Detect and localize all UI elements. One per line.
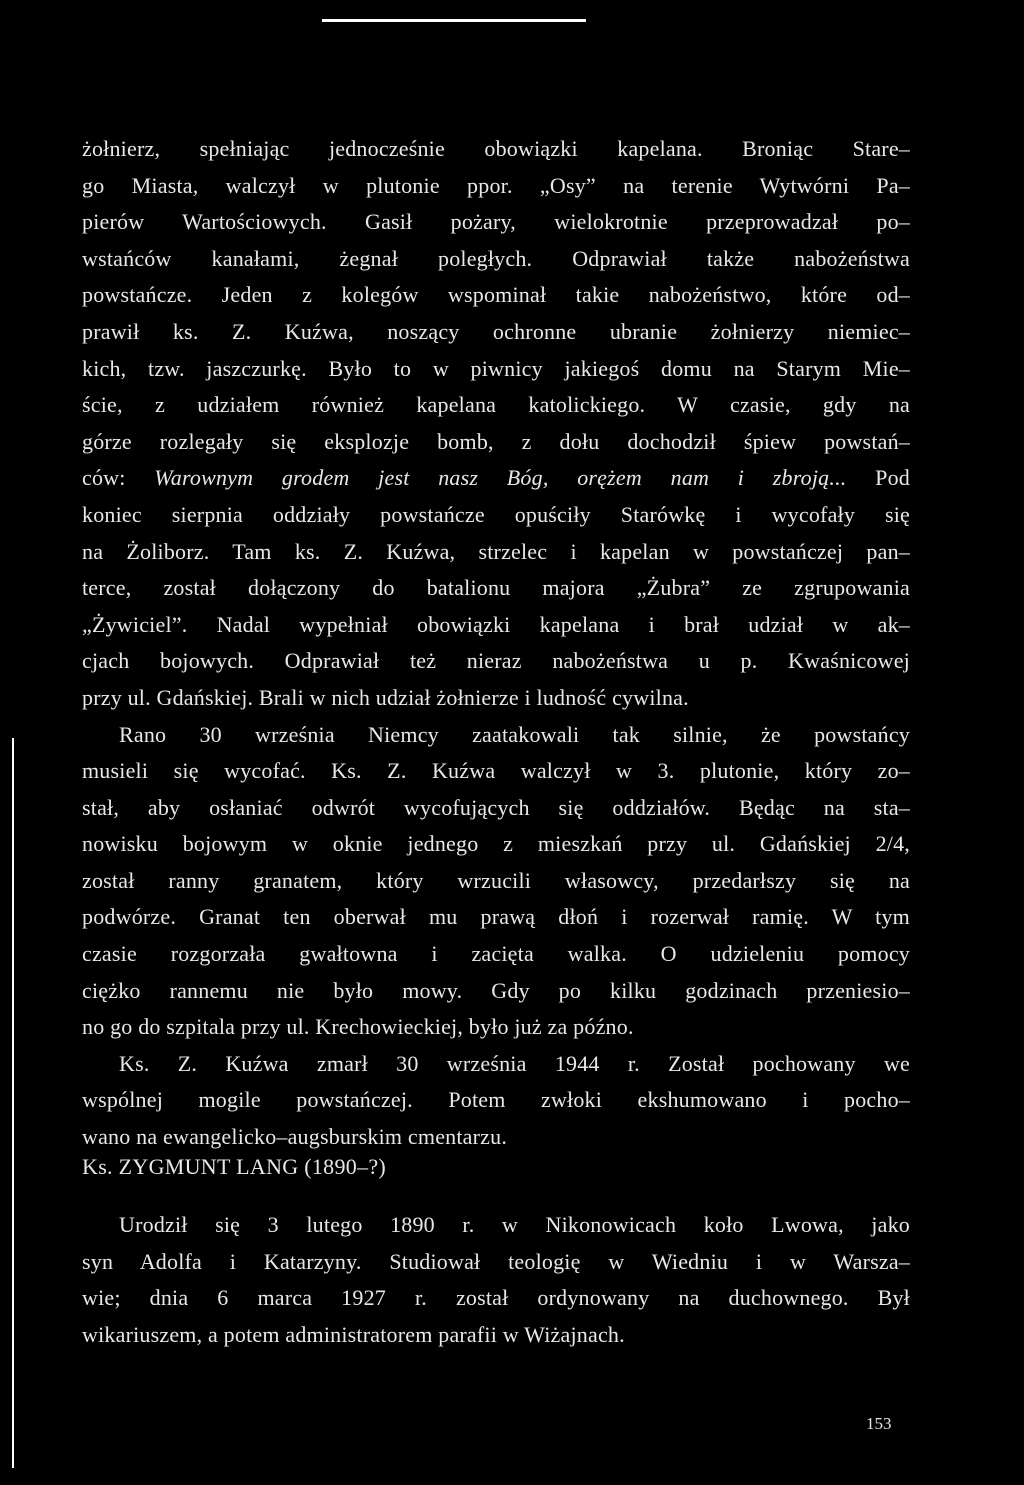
body-text-2	[82, 1207, 910, 1353]
text-line: nowisku bojowym w oknie jednego z mieszkań przy ul. Gdańskiej 2/4,	[82, 831, 910, 857]
text-line: go Miasta, walczył w plutonie ppor. „Osy” na terenie Wytwórni Pa–	[82, 172, 910, 198]
text-line: powstańcze. Jeden z kolegów wspominał takie nabożeństwo, które od–	[82, 282, 910, 308]
text-line: podwórze. Granat ten oberwał mu prawą dłoń i rozerwał ramię. W tym	[82, 904, 910, 930]
text-line: został ranny granatem, który wrzucili własowcy, przedarłszy się na	[82, 867, 910, 893]
page-number: 153	[866, 1414, 892, 1433]
text-line: Rano 30 września Niemcy zaatakowali tak silnie, że powstańcy	[119, 721, 910, 747]
body-text	[82, 131, 910, 1156]
line-prefix: ców:	[82, 465, 155, 491]
text-line-with-quote	[82, 460, 910, 497]
text-line: Urodził się 3 lutego 1890 r. w Nikonowicach koło Lwowa, jako	[119, 1212, 910, 1237]
text-line: syn Adolfa i Katarzyny. Studiował teologię w Wiedniu i w Warsza–	[82, 1248, 910, 1274]
text-line: żołnierz, spełniając jednocześnie obowiązki kapelana. Broniąc Stare–	[82, 136, 910, 161]
text-line: Ks. Z. Kuźwa zmarł 30 września 1944 r. Został pochowany we	[119, 1050, 910, 1076]
text-line: wikariuszem, a potem administratorem parafii w Wiżajnach.	[82, 1321, 625, 1347]
top-rule	[322, 19, 586, 22]
text-line: czasie rozgorzała gwałtowna i zacięta walka. O udzieleniu pomocy	[82, 941, 910, 967]
text-line: no go do szpitala przy ul. Krechowieckiej, było już za późno.	[82, 1014, 634, 1040]
text-line: stał, aby osłaniać odwrót wycofujących się oddziałów. Będąc na sta–	[82, 794, 910, 820]
line-suffix: Pod	[846, 465, 910, 491]
text-line: ście, z udziałem również kapelana katolickiego. W czasie, gdy na	[82, 392, 910, 418]
text-line: pierów Wartościowych. Gasił pożary, wielokrotnie przeprowadzał po–	[82, 209, 910, 235]
text-line: wano na ewangelicko–augsburskim cmentarzu.	[82, 1124, 508, 1150]
text-line: wie; dnia 6 marca 1927 r. został ordynowany na duchownego. Był	[82, 1285, 910, 1311]
hymn-quote: Warownym grodem jest nasz Bóg, orężem nam i zbroją...	[154, 465, 847, 491]
text-line: górze rozlegały się eksplozje bomb, z dołu dochodził śpiew powstań–	[82, 428, 910, 454]
text-line: wstańców kanałami, żegnał poległych. Odprawiał także nabożeństwa	[82, 245, 910, 271]
section-heading: Ks. ZYGMUNT LANG (1890–?)	[82, 1154, 387, 1179]
text-line: wspólnej mogile powstańczej. Potem zwłoki ekshumowano i pocho–	[82, 1087, 910, 1113]
text-line: musieli się wycofać. Ks. Z. Kuźwa walczył w 3. plutonie, który zo–	[82, 758, 910, 784]
text-line: cjach bojowych. Odprawiał też nieraz nabożeństwa u p. Kwaśnicowej	[82, 648, 910, 674]
text-line: ciężko rannemu nie było mowy. Gdy po kilku godzinach przeniesio–	[82, 977, 910, 1003]
margin-line	[12, 738, 14, 1468]
text-line: na Żoliborz. Tam ks. Z. Kuźwa, strzelec i kapelan w powstańczej pan–	[82, 538, 910, 564]
text-line: terce, został dołączony do batalionu majora „Żubra” ze zgrupowania	[82, 575, 910, 601]
text-line: koniec sierpnia oddziały powstańcze opuściły Starówkę i wycofały się	[82, 501, 910, 527]
text-line: przy ul. Gdańskiej. Brali w nich udział żołnierze i ludność cywilna.	[82, 684, 689, 710]
text-line: prawił ks. Z. Kuźwa, noszący ochronne ubranie żołnierzy niemiec–	[82, 318, 910, 344]
text-line: „Żywiciel”. Nadal wypełniał obowiązki kapelana i brał udział w ak–	[82, 611, 910, 637]
text-line: kich, tzw. jaszczurkę. Było to w piwnicy jakiegoś domu na Starym Mie–	[82, 355, 910, 381]
